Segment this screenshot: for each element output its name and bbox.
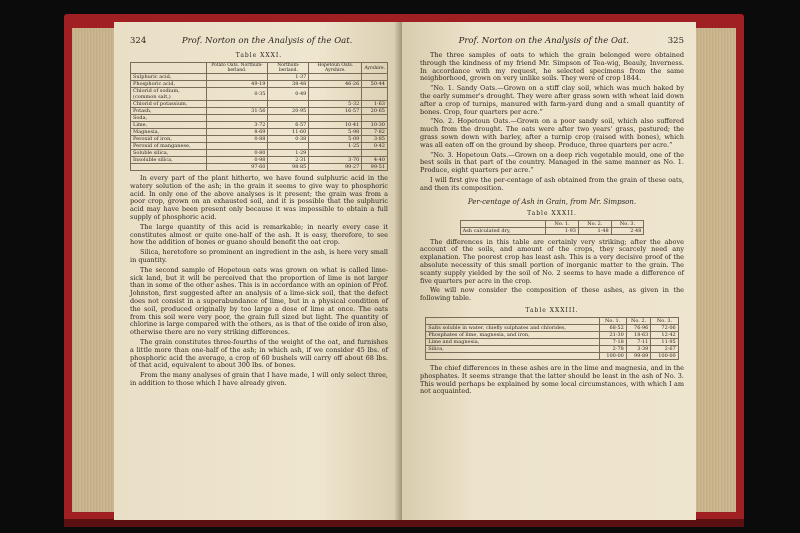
table-33-cell: 11·95 (651, 338, 678, 345)
table-31-row (131, 88, 388, 101)
table-31-cell: 1·25 (309, 143, 362, 150)
right-body-text-bottom (420, 365, 684, 396)
table-31-cell: Phosphoric acid, (131, 81, 207, 88)
table-31-cell (268, 115, 309, 122)
table-31-cell: Insoluble silica, (131, 157, 207, 164)
table-31-row (131, 136, 388, 143)
table-33-cell: 68·52 (599, 324, 626, 331)
table-31-cell: 50·44 (362, 81, 388, 88)
table-31-cell: Chlorid of potassium, (131, 101, 207, 108)
table-31-header-cell: Northum-berland. (268, 63, 309, 74)
table-33-cell: 2·67 (651, 345, 678, 352)
table-33-cell: 72·06 (651, 324, 678, 331)
table-31-cell: 4·40 (362, 157, 388, 164)
table-32-header-cell (460, 220, 546, 227)
table-31-cell: Chlorid of sodium, (common salt,) (131, 88, 207, 101)
table-31-cell: 0·35 (206, 88, 268, 101)
page-edges-left (72, 28, 118, 512)
table-31-cell: Peroxid of manganese, (131, 143, 207, 150)
right-running-head (420, 36, 684, 46)
table-31-cell: 16·57 (309, 108, 362, 115)
table-31-cell: 6·57 (268, 122, 309, 129)
table-31-row (131, 150, 388, 157)
table-31-cell (362, 150, 388, 157)
table-31-cell: 10·30 (362, 122, 388, 129)
table-31-cell (268, 101, 309, 108)
table-33-row (426, 324, 678, 331)
table-31-cell (362, 74, 388, 81)
table-33-row (426, 338, 678, 345)
table-31 (130, 62, 388, 171)
left-paragraph: Silica, heretofore so prominent an ingredient in the ash, is here very small in quantity. (130, 248, 388, 264)
table-33-cell: 99·89 (626, 352, 651, 359)
table-31-cell: 38·48 (268, 81, 309, 88)
table-33-cell: 21·30 (599, 331, 626, 338)
left-head-title: Prof. Norton on the Analysis of the Oat. (181, 36, 353, 46)
table-31-header-cell: Hopetoun Oats. Ayrshire. (309, 63, 362, 74)
table-33-cell: 3·39 (626, 345, 651, 352)
table-31-cell: Lime, (131, 122, 207, 129)
table-31-cell: 0·88 (206, 136, 268, 143)
table-31-cell: 0·80 (206, 150, 268, 157)
table-31-cell (206, 115, 268, 122)
table-33-cell: Silica, (426, 345, 599, 352)
right-body-text-mid (420, 239, 684, 303)
left-page-number: 324 (130, 36, 147, 46)
right-top-paragraph: “No. 2. Hopetoun Oats.—Grown on a poor sandy soil, which also suffered much from the drought. The oats were after two years' grass, pastured; the grass sown down with barley, after a turnip crop (raised with bones), which was all eaten off on the ground by sheep. Produce, three quarters per acre.” (420, 117, 684, 149)
table-32-header-cell: No. 1. (546, 220, 579, 227)
right-mid-paragraph: We will now consider the composition of these ashes, as given in the following table. (420, 286, 684, 303)
table-31-cell: 5·09 (309, 136, 362, 143)
table-31-cell: 8·69 (206, 129, 268, 136)
table-31-cell: 7·82 (362, 129, 388, 136)
open-book (64, 14, 744, 524)
left-page (114, 22, 402, 520)
table-31-cell: 98·85 (268, 164, 309, 171)
left-paragraph: In every part of the plant hitherto, we have found sulphuric acid in the watery solution of the ash; in the grain it seems to give way to phosphoric acid. In only one of the above analyses is it present; the grain was from a poor crop, grown on an exhausted soil, and it is possible that the sulphuric acid may have been present only because it was impossible to obtain a full supply of phosphoric acid. (130, 174, 388, 221)
table-33-cell (426, 352, 599, 359)
table-31-header-cell: Potato Oats. Northum-berland. (206, 63, 268, 74)
table-31-cell: 3·85 (362, 136, 388, 143)
table-31-row (131, 164, 388, 171)
table-32-title: Table XXXII. (527, 209, 577, 217)
table-31-cell: 5·32 (309, 101, 362, 108)
left-running-head (130, 36, 388, 46)
page-edges-right (694, 28, 736, 512)
table-33-cell: 100·00 (599, 352, 626, 359)
table-31-cell: 0·42 (362, 143, 388, 150)
table-32-cell: Ash calculated dry, (460, 227, 546, 234)
table-33-row (426, 352, 678, 359)
table-33-cell: 100·00 (651, 352, 678, 359)
table-33-row (426, 345, 678, 352)
table-31-cell: 99·51 (362, 164, 388, 171)
right-bottom-paragraph: The chief differences in these ashes are in the lime and magnesia, and in the phosphates. It seems strange that the latter should be least in the ash of No. 3. This would perhaps be explained by some local circumstances, with which I am not acquainted. (420, 363, 684, 396)
left-paragraph: From the many analyses of grain that I have made, I will only select three, in addition to those which I have already given. (130, 371, 388, 387)
right-top-paragraph: The three samples of oats to which the grain belonged were obtained through the kindness of my friend Mr. Simpson of Tea-wig, Beauly, Inverness. In accordance with my request, he selected specimens from the same neighborhood, grown on very unlike soils. They were of crop 1844. (420, 51, 684, 83)
table-31-cell: 20·95 (268, 108, 309, 115)
table-31-cell: 0·49 (268, 88, 309, 101)
table-32-cell: 1·93 (546, 227, 579, 234)
table-31-cell (362, 88, 388, 101)
table-33-cell: 2·78 (599, 345, 626, 352)
table-32-header-cell: No. 2. (578, 220, 611, 227)
right-head-title: Prof. Norton on the Analysis of the Oat. (458, 36, 630, 46)
table-31-cell (131, 164, 207, 171)
right-top-paragraph: “No. 1. Sandy Oats.—Grown on a stiff clay soil, which was much baked by the early summer's drought. They were after grass sown with wheat laid down after a crop of turnips, manured with farm-yard dung and a small quantity of bones. Crop, four quarters per acre.” (420, 84, 684, 116)
table-31-cell (206, 101, 268, 108)
table-33-cell: Lime and magnesia, (426, 338, 599, 345)
table-31-cell: 3·72 (206, 122, 268, 129)
table-33-cell: 76·96 (626, 324, 651, 331)
table-31-cell: 99·27 (309, 164, 362, 171)
table-31-cell: 49·19 (206, 81, 268, 88)
table-32 (460, 220, 645, 235)
table-33-title: Table XXXIII. (525, 306, 579, 314)
left-paragraph: The second sample of Hopetoun oats was grown on what is called lime-sick land, but it will be perceived that the proportion of lime is not larger than in some of the other ashes. This is in accordance with an opinion of Prof. Johnston, first suggested after an analysis of a lime-sick soil, that the defect does not consist in a superabundance of lime, but in a physical condition of the soil, produced originally by too large a dose of lime at once. The oats from this soil were very poor, the grain full sized but light. The quantity of chlorine is large compared with the others, as is that of the oxide of iron also, otherwise there are no very striking differences. (130, 265, 388, 337)
table-31-row (131, 101, 388, 108)
ash-subheading: Per-centage of Ash in Grain, from Mr. Simpson. (467, 197, 637, 206)
right-mid-paragraph: The differences in this table are certainly very striking; after the above account of the soils, and amount of the crops, they scarcely need any explanation. The poorest crop has least ash. This is a very decisive proof of the absolute necessity of this small portion of inorganic matter to the grain. The scanty supply yielded by the soil of No. 2 seems to have made a difference of five quarters per acre in the crop. (420, 237, 684, 285)
table-33-header-cell: No. 3. (651, 317, 678, 324)
table-31-cell: 0·98 (206, 157, 268, 164)
table-31-header-cell: Ayrshire. (362, 63, 388, 74)
table-32-cell: 2·48 (611, 227, 644, 234)
book-bottom-edge (64, 519, 744, 527)
table-31-cell: 46·26 (309, 81, 362, 88)
table-33 (425, 317, 678, 360)
table-33-cell: Salts soluble in water, chiefly sulphates and chlorides, (426, 324, 599, 331)
table-31-cell (309, 150, 362, 157)
left-paragraph: The large quantity of this acid is remarkable; in nearly every case it constitutes almost or quite one-half of the ash. It is easy, therefore, to see how the addition of bones or guano should benefit the oat crop. (130, 222, 388, 247)
table-31-cell (309, 88, 362, 101)
table-31-row (131, 129, 388, 136)
table-31-cell: 1·37 (268, 74, 309, 81)
table-33-cell: 18·63 (626, 331, 651, 338)
table-31-row (131, 108, 388, 115)
table-31-row (131, 115, 388, 122)
table-31-cell: 1·63 (362, 101, 388, 108)
table-33-cell: 7·11 (626, 338, 651, 345)
table-33-cell: Phosphates of lime, magnesia, and iron, (426, 331, 599, 338)
table-31-row (131, 157, 388, 164)
table-31-cell: 11·60 (268, 129, 309, 136)
table-31-cell: 1·29 (268, 150, 309, 157)
table-31-cell (268, 143, 309, 150)
table-31-cell: 31·56 (206, 108, 268, 115)
table-31-cell: Potash, (131, 108, 207, 115)
table-31-cell: Soda, (131, 115, 207, 122)
table-31-cell (206, 143, 268, 150)
right-top-paragraph: “No. 3. Hopetoun Oats.—Grown on a deep rich vegetable mould, one of the best soils in that part of the country. Managed in the same manner as No. 1. Produce, eight quarters per acre.” (420, 150, 684, 175)
table-31-cell: 97·60 (206, 164, 268, 171)
table-31-cell: 5·98 (309, 129, 362, 136)
right-body-text-top (420, 52, 684, 193)
table-31-cell: Magnesia, (131, 129, 207, 136)
table-33-cell: 7·18 (599, 338, 626, 345)
table-31-cell: 0·38 (268, 136, 309, 143)
left-body-text (130, 175, 388, 388)
table-32-cell: 1·48 (578, 227, 611, 234)
table-31-cell (362, 115, 388, 122)
table-31-row (131, 143, 388, 150)
table-31-cell: 20·65 (362, 108, 388, 115)
left-paragraph: The grain constitutes three-fourths of the weight of the oat, and furnishes a little more than one-half of the ash; in which ash, if we consider 45 lbs. of phosphoric acid the average, a crop of 60 bushels will carry off about 68 lbs. of that acid, equivalent to about 300 lbs. of bones. (130, 337, 388, 370)
table-31-cell: 2·31 (268, 157, 309, 164)
table-31-cell (309, 115, 362, 122)
table-31-header-cell (131, 63, 207, 74)
right-top-paragraph: I will first give the per-centage of ash obtained from the grain of these oats, and then its composition. (420, 175, 684, 192)
table-33-header-cell (426, 317, 599, 324)
table-31-cell: Peroxid of iron, (131, 136, 207, 143)
right-page-number: 325 (667, 36, 684, 46)
table-31-cell: Sulphuric acid, (131, 74, 207, 81)
table-33-header-cell: No. 2. (626, 317, 651, 324)
table-31-cell: Soluble silica, (131, 150, 207, 157)
right-page (402, 22, 696, 520)
table-31-cell (206, 74, 268, 81)
table-33-header-cell: No. 1. (599, 317, 626, 324)
table-31-title: Table XXXI. (235, 52, 283, 59)
table-31-row (131, 81, 388, 88)
table-31-cell: 3·70 (309, 157, 362, 164)
table-31-cell: 10·41 (309, 122, 362, 129)
table-31-row (131, 122, 388, 129)
table-33-cell: 12·42 (651, 331, 678, 338)
table-32-header-cell: No. 3. (611, 220, 644, 227)
table-31-cell (309, 74, 362, 81)
table-32-row (460, 227, 644, 234)
table-33-row (426, 331, 678, 338)
table-31-row (131, 74, 388, 81)
